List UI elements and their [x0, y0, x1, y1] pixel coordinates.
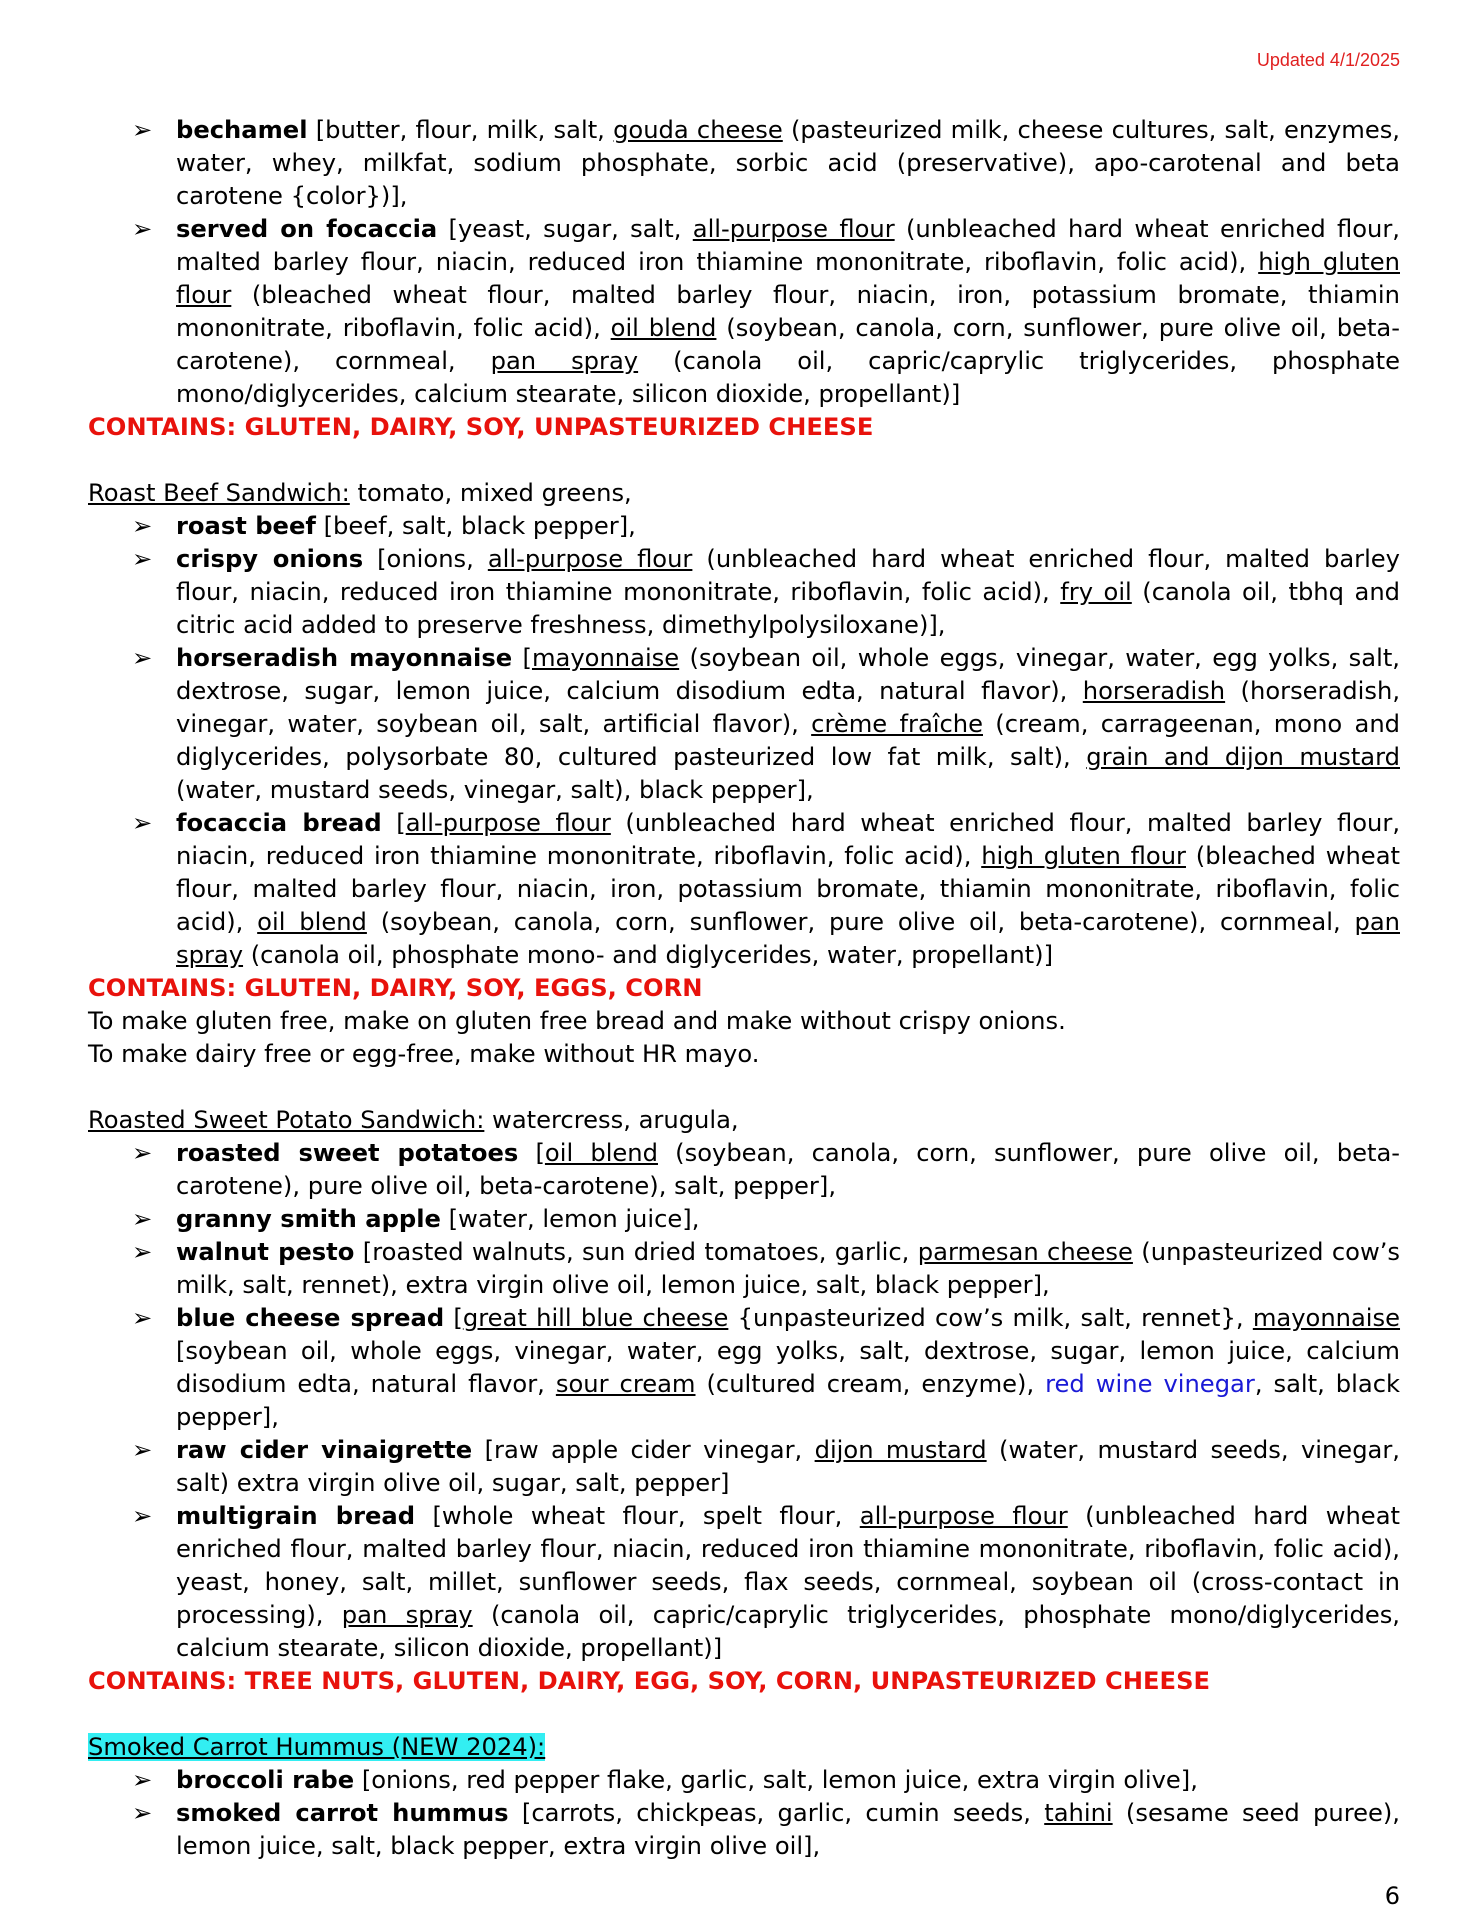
updated-date: Updated 4/1/2025	[1256, 50, 1400, 70]
ingredient-detail: (soybean, canola, corn, sunflower, pure olive oil, beta-carotene), cornmeal,	[366, 908, 1355, 936]
bullet-arrow-icon: ➢	[132, 1766, 153, 1794]
ingredient-detail: (water, mustard seeds, vinegar, salt) extra virgin olive oil, sugar, salt, pepper]	[176, 1436, 1400, 1497]
ingredient-detail: [onions,	[363, 545, 488, 573]
bullet-arrow-icon: ➢	[132, 1139, 153, 1167]
ingredient-detail: (unpasteurized cow’s milk, salt, rennet), extra virgin olive oil, lemon juice, salt, black pepper],	[176, 1238, 1401, 1299]
ingredient-detail: [	[444, 1304, 463, 1332]
sub-ingredient-name: mayonnaise	[1252, 1304, 1401, 1332]
bullet-arrow-icon: ➢	[132, 1799, 153, 1827]
ingredient-name: blue cheese spread	[176, 1304, 445, 1332]
sub-ingredient-name: high gluten flour	[176, 248, 1400, 309]
sub-ingredient-name: oil blend	[544, 1139, 658, 1167]
ingredient-list	[88, 1764, 1400, 1863]
ingredient-detail: (cream, carrageenan, mono and diglycerides, polysorbate 80, cultured pasteurized low fat milk, salt),	[176, 710, 1401, 771]
section-intro: watercress, arugula,	[484, 1106, 739, 1134]
ingredient-name: roasted sweet potatoes	[176, 1139, 519, 1167]
ingredient-item	[88, 1203, 1400, 1236]
ingredient-detail: (cultured cream, enzyme),	[695, 1370, 1046, 1398]
ingredient-item	[88, 807, 1400, 972]
sub-ingredient-name: sour cream	[555, 1370, 696, 1398]
allergen-warning: CONTAINS: GLUTEN, DAIRY, SOY, EGGS, CORN	[88, 974, 703, 1002]
ingredient-item	[88, 1434, 1400, 1500]
ingredient-name: broccoli rabe	[176, 1766, 355, 1794]
ingredient-detail: (soybean oil, whole eggs, vinegar, water, egg yolks, salt, dextrose, sugar, lemon juice, calcium disodium edta, natural flavor),	[176, 644, 1400, 705]
ingredient-detail: (unbleached hard wheat enriched flour, malted barley flour, niacin, reduced iron thiamine mononitrate, riboflavin, folic acid),	[176, 545, 1400, 606]
bullet-arrow-icon: ➢	[132, 1238, 153, 1266]
ingredient-name: granny smith apple	[176, 1205, 441, 1233]
ingredient-item	[88, 1764, 1400, 1797]
ingredient-detail: [	[518, 1139, 545, 1167]
sub-ingredient-name: dijon mustard	[814, 1436, 987, 1464]
ingredient-list	[88, 114, 1400, 411]
bullet-arrow-icon: ➢	[132, 545, 153, 573]
sub-ingredient-name: all-purpose flour	[487, 545, 693, 573]
section-spacer	[88, 1698, 1400, 1731]
ingredient-name: crispy onions	[176, 545, 364, 573]
allergen-note: To make dairy free or egg-free, make without HR mayo.	[88, 1040, 760, 1068]
ingredient-name: raw cider vinaigrette	[176, 1436, 473, 1464]
section-heading	[88, 1731, 1400, 1764]
bullet-arrow-icon: ➢	[132, 215, 153, 243]
sub-ingredient-name: mayonnaise	[531, 644, 680, 672]
ingredient-name: horseradish mayonnaise	[176, 644, 513, 672]
ingredient-detail: (pasteurized milk, cheese cultures, salt, enzymes, water, whey, milkfat, sodium phosphate, sorbic acid (preservative), apo-carotenal and beta carotene {color})],	[176, 116, 1400, 210]
ingredient-detail: (unbleached hard wheat enriched flour, malted barley flour, niacin, reduced iron thiamine mononitrate, riboflavin, folic acid),	[176, 809, 1401, 870]
sub-ingredient-name: all-purpose flour	[692, 215, 895, 243]
ingredient-detail: [water, lemon juice],	[440, 1205, 700, 1233]
ingredient-name: roast beef	[176, 512, 316, 540]
ingredient-item	[88, 1236, 1400, 1302]
ingredient-detail: (canola oil, tbhq and citric acid added to preserve freshness, dimethylpolysiloxane)],	[176, 578, 1401, 639]
ingredient-detail: [	[512, 644, 532, 672]
sub-ingredient-name: oil blend	[257, 908, 367, 936]
ingredient-detail: (soybean, canola, corn, sunflower, pure olive oil, beta-carotene), cornmeal,	[176, 314, 1400, 375]
section-heading	[88, 477, 1400, 510]
ingredient-detail: (bleached wheat flour, malted barley flour, niacin, iron, potassium bromate, thiamin mononitrate, riboflavin, folic acid),	[176, 281, 1400, 342]
section-heading	[88, 1104, 1400, 1137]
section-spacer	[88, 1071, 1400, 1104]
sub-ingredient-name: great hill blue cheese	[462, 1304, 729, 1332]
sub-ingredient-name: parmesan cheese	[917, 1238, 1133, 1266]
allergen-warning: CONTAINS: GLUTEN, DAIRY, SOY, UNPASTEURIZED CHEESE	[88, 413, 874, 441]
ingredient-name: served on focaccia	[176, 215, 438, 243]
ingredient-detail: (horseradish, vinegar, water, soybean oil, salt, artificial flavor),	[176, 677, 1401, 738]
sub-ingredient-name: tahini	[1044, 1799, 1113, 1827]
menu-allergen-content	[88, 114, 1400, 1863]
bullet-arrow-icon: ➢	[132, 644, 153, 672]
ingredient-detail: (canola oil, phosphate mono- and diglycerides, water, propellant)]	[243, 941, 1054, 969]
bullet-arrow-icon: ➢	[132, 512, 153, 540]
ingredient-detail: [beef, salt, black pepper],	[315, 512, 636, 540]
ingredient-detail: [raw apple cider vinegar,	[472, 1436, 815, 1464]
bullet-arrow-icon: ➢	[132, 1436, 153, 1464]
bullet-arrow-icon: ➢	[132, 809, 153, 837]
sub-ingredient-name: fry oil	[1060, 578, 1132, 606]
ingredient-detail: [carrots, chickpeas, garlic, cumin seeds,	[508, 1799, 1045, 1827]
ingredient-list	[88, 510, 1400, 972]
allergen-note: To make gluten free, make on gluten free bread and make without crispy onions.	[88, 1007, 1066, 1035]
ingredient-detail: (canola oil, capric/caprylic triglycerides, phosphate mono/diglycerides, calcium stearate, silicon dioxide, propellant)]	[176, 1601, 1400, 1662]
ingredient-name: focaccia bread	[176, 809, 382, 837]
ingredient-item	[88, 1500, 1400, 1665]
ingredient-detail: [butter, flour, milk, salt,	[307, 116, 614, 144]
allergen-warning: CONTAINS: TREE NUTS, GLUTEN, DAIRY, EGG, SOY, CORN, UNPASTEURIZED CHEESE	[88, 1667, 1211, 1695]
ingredient-detail: (unbleached hard wheat enriched flour, malted barley flour, niacin, reduced iron thiamine mononitrate, riboflavin, folic acid),	[176, 215, 1400, 276]
ingredient-item	[88, 510, 1400, 543]
sub-ingredient-name: all-purpose flour	[859, 1502, 1068, 1530]
sub-ingredient-name: oil blend	[610, 314, 717, 342]
ingredient-item	[88, 1797, 1400, 1863]
bullet-arrow-icon: ➢	[132, 1304, 153, 1332]
ingredient-detail: [onions, red pepper flake, garlic, salt, lemon juice, extra virgin olive],	[354, 1766, 1198, 1794]
sub-ingredient-name: pan spray	[341, 1601, 473, 1629]
ingredient-item	[88, 642, 1400, 807]
section-spacer	[88, 444, 1400, 477]
page-number: 6	[1384, 1882, 1400, 1910]
bullet-arrow-icon: ➢	[132, 1205, 153, 1233]
highlighted-ingredient: red wine vinegar	[1045, 1370, 1255, 1398]
ingredient-list	[88, 1137, 1400, 1665]
sub-ingredient-name: crème fraîche	[811, 710, 983, 738]
bullet-arrow-icon: ➢	[132, 1502, 153, 1530]
ingredient-detail: (water, mustard seeds, vinegar, salt), black pepper],	[176, 776, 814, 804]
ingredient-detail: (canola oil, capric/caprylic triglycerides, phosphate mono/diglycerides, calcium stearate, silicon dioxide, propellant)]	[176, 347, 1401, 408]
ingredient-name: bechamel	[176, 116, 308, 144]
bullet-arrow-icon: ➢	[132, 116, 153, 144]
ingredient-item	[88, 1137, 1400, 1203]
sub-ingredient-name: horseradish	[1082, 677, 1226, 705]
ingredient-name: smoked carrot hummus	[176, 1799, 509, 1827]
ingredient-name: multigrain bread	[176, 1502, 416, 1530]
ingredient-item	[88, 543, 1400, 642]
ingredient-detail: (sesame seed puree), lemon juice, salt, black pepper, extra virgin olive oil],	[176, 1799, 1400, 1860]
ingredient-item	[88, 114, 1400, 213]
sub-ingredient-name: gouda cheese	[613, 116, 783, 144]
section-title: Roasted Sweet Potato Sandwich:	[88, 1106, 485, 1134]
ingredient-detail: [whole wheat flour, spelt flour,	[415, 1502, 860, 1530]
sub-ingredient-name: high gluten flour	[981, 842, 1186, 870]
ingredient-detail: , salt, black pepper],	[176, 1370, 1400, 1431]
ingredient-detail: (soybean, canola, corn, sunflower, pure olive oil, beta-carotene), pure olive oil, beta-carotene), salt, pepper],	[176, 1139, 1400, 1200]
sub-ingredient-name: all-purpose flour	[405, 809, 611, 837]
ingredient-name: walnut pesto	[176, 1238, 355, 1266]
section-title: Smoked Carrot Hummus (NEW 2024):	[88, 1733, 546, 1761]
ingredient-detail: [	[381, 809, 406, 837]
ingredient-item	[88, 213, 1400, 411]
ingredient-detail: [soybean oil, whole eggs, vinegar, water, egg yolks, salt, dextrose, sugar, lemon juice, calcium disodium edta, natural flavor,	[176, 1337, 1400, 1398]
ingredient-detail: [yeast, sugar, salt,	[437, 215, 693, 243]
ingredient-detail: [roasted walnuts, sun dried tomatoes, garlic,	[354, 1238, 918, 1266]
sub-ingredient-name: pan spray	[176, 908, 1400, 969]
ingredient-detail: (bleached wheat flour, malted barley flour, niacin, iron, potassium bromate, thiamin mononitrate, riboflavin, folic acid),	[176, 842, 1400, 936]
section-intro: tomato, mixed greens,	[349, 479, 632, 507]
section-title: Roast Beef Sandwich:	[88, 479, 350, 507]
ingredient-detail: {unpasteurized cow’s milk, salt, rennet},	[728, 1304, 1253, 1332]
ingredient-detail: (unbleached hard wheat enriched flour, malted barley flour, niacin, reduced iron thiamine mononitrate, riboflavin, folic acid), yeast, honey, salt, millet, sunflower seeds, flax seeds, cornmeal, soybean oil (cross-contact in processing),	[176, 1502, 1400, 1629]
sub-ingredient-name: pan spray	[490, 347, 639, 375]
ingredient-item	[88, 1302, 1400, 1434]
sub-ingredient-name: grain and dijon mustard	[1086, 743, 1400, 771]
